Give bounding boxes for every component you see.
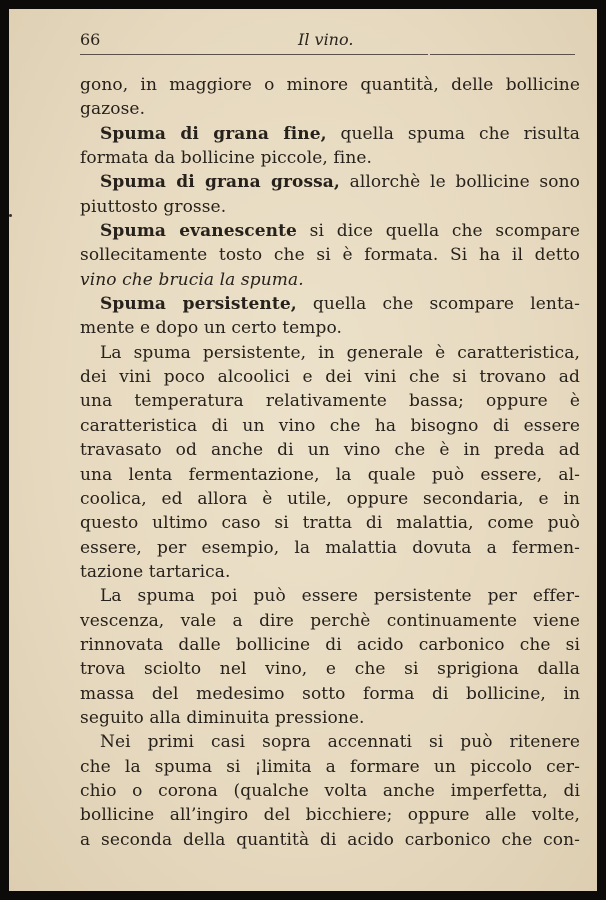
line-text: Nei primi casi sopra accennati si può ritenere (100, 732, 580, 753)
text-line (80, 438, 580, 462)
line-text: La spuma persistente, in generale è caratteristica, (100, 342, 580, 363)
line-text: mente e dopo un certo tempo. (80, 318, 343, 339)
text-line (80, 170, 580, 194)
running-title: Il vino. (298, 30, 354, 49)
line-text: sollecitamente tosto che si è formata. Si ha il detto (80, 245, 580, 266)
line-text: vescenza, vale a dire perchè continuamente viene (80, 610, 580, 631)
text-line (80, 828, 580, 852)
text-line (80, 365, 580, 389)
line-text: chio o corona (qualche volta anche imperfetta, di (80, 780, 580, 801)
line-text: gazose. (80, 99, 146, 120)
defined-term: Spuma evanescente (100, 221, 297, 242)
line-text: questo ultimo caso si tratta di malattia, come può (80, 513, 580, 534)
text-line (80, 609, 580, 633)
page-header (80, 26, 575, 54)
line-text: una temperatura relativamente bassa; oppure è (80, 391, 580, 412)
line-text: quella che scompare lenta- (296, 294, 580, 315)
text-line (80, 195, 580, 219)
italic-phrase: vino che brucia la spuma. (80, 269, 304, 290)
page-number: 66 (80, 30, 101, 49)
text-line (80, 584, 580, 608)
text-line (80, 97, 580, 121)
line-text: che la spuma si ¡limita a formare un piccolo cer- (80, 756, 580, 777)
text-line (80, 560, 580, 584)
text-line (80, 730, 580, 754)
line-text: coolica, ed allora è utile, oppure secondaria, e in (80, 488, 580, 509)
line-text: caratteristica di un vino che ha bisogno di essere (80, 415, 580, 436)
defined-term: Spuma di grana fine, (100, 123, 327, 144)
text-line (80, 243, 580, 267)
line-text: bollicine all’ingiro del bicchiere; oppure alle volte, (80, 805, 580, 826)
text-line (80, 146, 580, 170)
line-text: formata da bollicine piccole, fine. (80, 148, 373, 169)
text-line (80, 682, 580, 706)
line-text: trova sciolto nel vino, e che si sprigiona dalla (80, 659, 580, 680)
text-line (80, 657, 580, 681)
text-line (80, 219, 580, 243)
text-line (80, 292, 580, 316)
line-text: piuttosto grosse. (80, 196, 227, 217)
header-rule-right (430, 54, 575, 55)
text-line (80, 268, 580, 292)
header-rule (80, 54, 428, 55)
text-line (80, 389, 580, 413)
text-line (80, 633, 580, 657)
defined-term: Spuma di grana grossa, (100, 172, 340, 193)
body-text (80, 73, 580, 852)
defined-term: Spuma persistente, (100, 294, 297, 315)
text-line (80, 414, 580, 438)
book-page (9, 9, 597, 891)
text-line (80, 73, 580, 97)
text-line (80, 341, 580, 365)
line-text: tazione tartarica. (80, 561, 231, 582)
line-text: massa del medesimo sotto forma di bollicine, in (80, 683, 580, 704)
line-text: La spuma poi può essere persistente per effer- (100, 586, 580, 607)
line-text: rinnovata dalle bollicine di acido carbonico che si (80, 634, 580, 655)
line-text: seguito alla diminuita pressione. (80, 707, 365, 728)
text-line (80, 755, 580, 779)
paper-speck (9, 214, 12, 217)
text-line (80, 536, 580, 560)
text-line (80, 511, 580, 535)
line-text: travasato od anche di un vino che è in preda ad (80, 440, 580, 461)
line-text: una lenta fermentazione, la quale può essere, al- (80, 464, 580, 485)
line-text: quella spuma che risulta (326, 123, 580, 144)
line-text: dei vini poco alcoolici e dei vini che si trovano ad (80, 367, 580, 388)
text-line (80, 122, 580, 146)
line-text: essere, per esempio, la malattia dovuta a fermen- (80, 537, 580, 558)
text-line (80, 803, 580, 827)
text-line (80, 779, 580, 803)
text-line (80, 463, 580, 487)
text-line (80, 706, 580, 730)
line-text: a seconda della quantità di acido carbonico che con- (80, 829, 580, 850)
line-text: si dice quella che scompare (296, 221, 580, 242)
text-line (80, 316, 580, 340)
text-line (80, 487, 580, 511)
line-text: allorchè le bollicine sono (339, 172, 580, 193)
line-text: gono, in maggiore o minore quantità, delle bollicine (80, 75, 580, 95)
